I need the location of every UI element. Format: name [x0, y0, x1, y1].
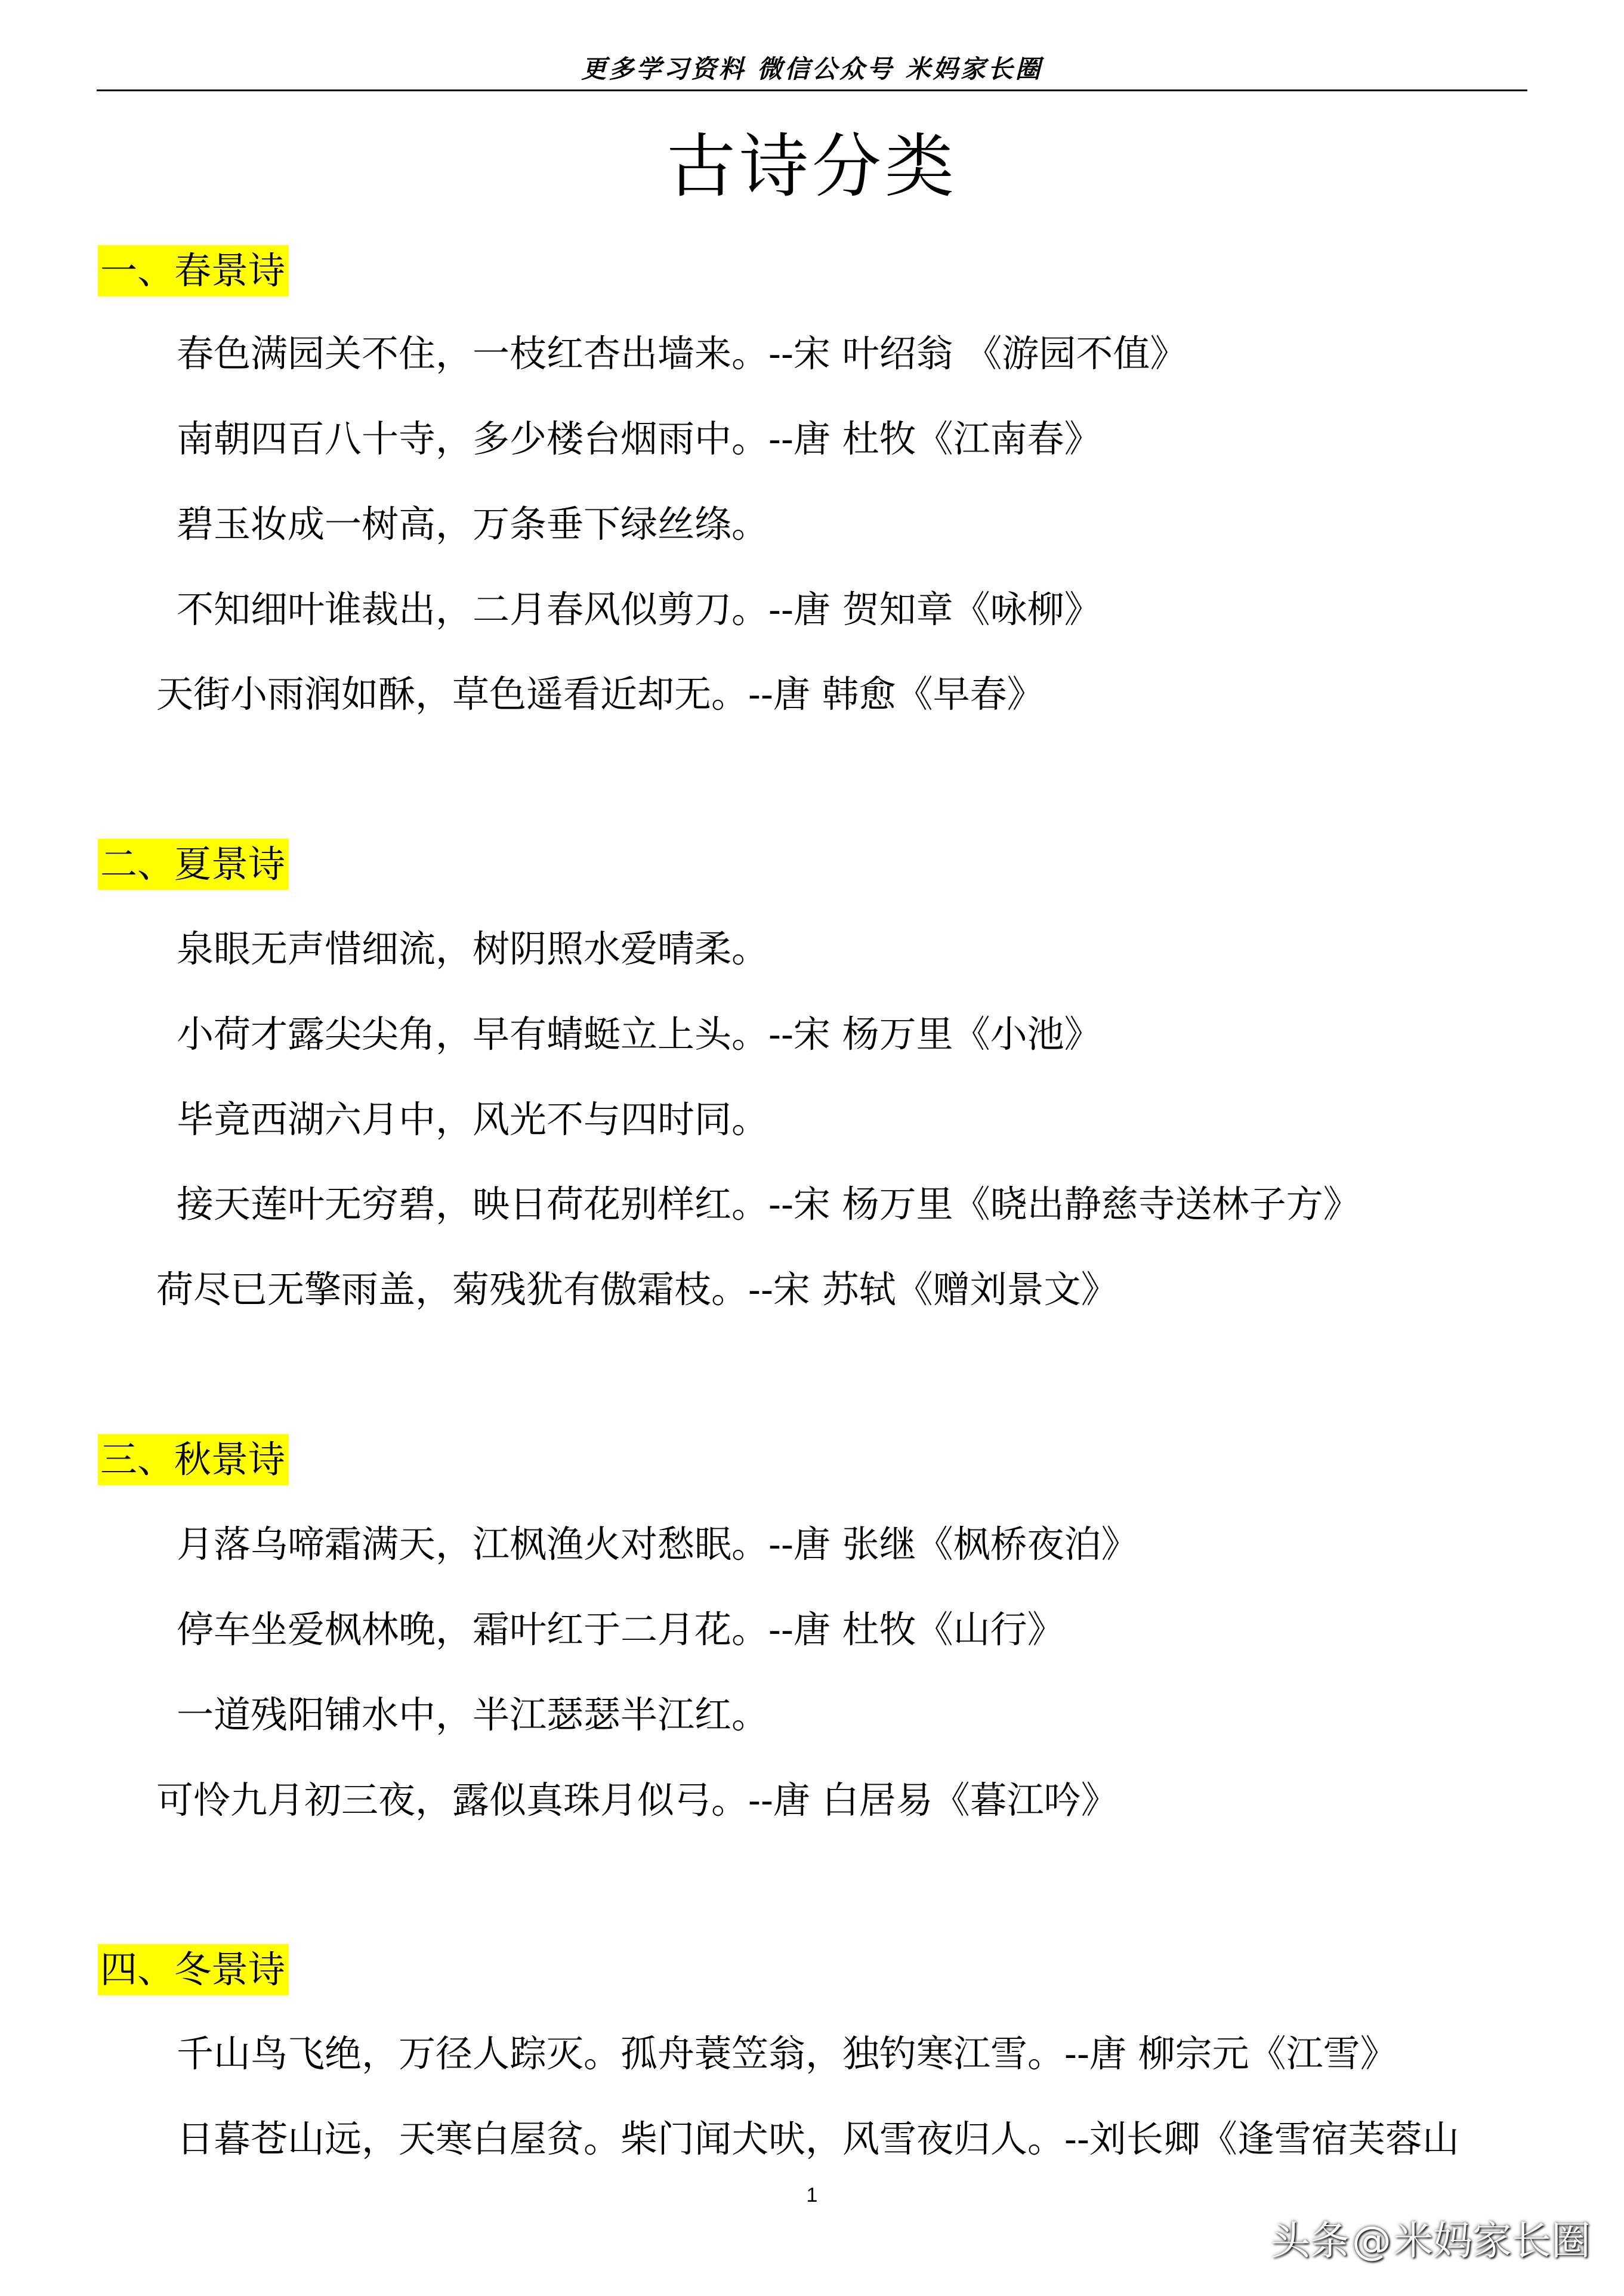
poem-line: 天街小雨润如酥，草色遥看近却无。--唐 韩愈《早春》 — [156, 672, 1044, 716]
poem-line: 南朝四百八十寺，多少楼台烟雨中。--唐 杜牧《江南春》 — [177, 417, 1101, 461]
poem-line: 一道残阳铺水中，半江瑟瑟半江红。 — [177, 1693, 769, 1736]
poem-line: 月落乌啼霜满天，江枫渔火对愁眠。--唐 张继《枫桥夜泊》 — [177, 1522, 1138, 1566]
section-heading: 二、夏景诗 — [98, 839, 289, 890]
watermark — [1271, 2215, 1591, 2267]
page-number: 1 — [806, 2184, 818, 2207]
section-heading: 四、冬景诗 — [98, 1944, 289, 1995]
document-title: 古诗分类 — [666, 126, 958, 207]
poem-line: 泉眼无声惜细流，树阴照水爱晴柔。 — [177, 927, 769, 971]
poem-line: 不知细叶谁裁出，二月春风似剪刀。--唐 贺知章《咏柳》 — [177, 588, 1101, 631]
poem-line: 接天莲叶无穷碧，映日荷花别样红。--宋 杨万里《晓出静慈寺送林子方》 — [177, 1182, 1360, 1226]
poem-line: 停车坐爱枫林晚，霜叶红于二月花。--唐 杜牧《山行》 — [177, 1608, 1064, 1651]
watermark-prefix: 头条 — [1271, 2218, 1350, 2264]
poem-line: 可怜九月初三夜，露似真珠月似弓。--唐 白居易《暮江吟》 — [156, 1778, 1118, 1822]
section-heading: 一、春景诗 — [98, 245, 289, 296]
section-heading: 三、秋景诗 — [98, 1434, 289, 1485]
poem-line: 千山鸟飞绝，万径人踪灭。孤舟蓑笠翁，独钓寒江雪。--唐 柳宗元《江雪》 — [177, 2032, 1397, 2075]
poem-line: 荷尽已无擎雨盖，菊残犹有傲霜枝。--宋 苏轼《赠刘景文》 — [156, 1268, 1118, 1311]
header-text: 更多学习资料 微信公众号 米妈家长圈 — [581, 54, 1043, 84]
watermark-account: 米妈家长圈 — [1394, 2218, 1591, 2264]
poem-line: 小荷才露尖尖角，早有蜻蜓立上头。--宋 杨万里《小池》 — [177, 1012, 1101, 1056]
header-rule — [97, 89, 1527, 91]
poem-line: 春色满园关不住，一枝红杏出墙来。--宋 叶绍翁 《游园不值》 — [177, 332, 1187, 375]
watermark-at: @ — [1352, 2218, 1391, 2264]
poem-line: 日暮苍山远，天寒白屋贫。柴门闻犬吠，风雪夜归人。--刘长卿《逢雪宿芙蓉山 — [177, 2117, 1459, 2161]
poem-line: 毕竟西湖六月中，风光不与四时同。 — [177, 1098, 769, 1141]
poem-line: 碧玉妆成一树高，万条垂下绿丝绦。 — [177, 502, 769, 546]
